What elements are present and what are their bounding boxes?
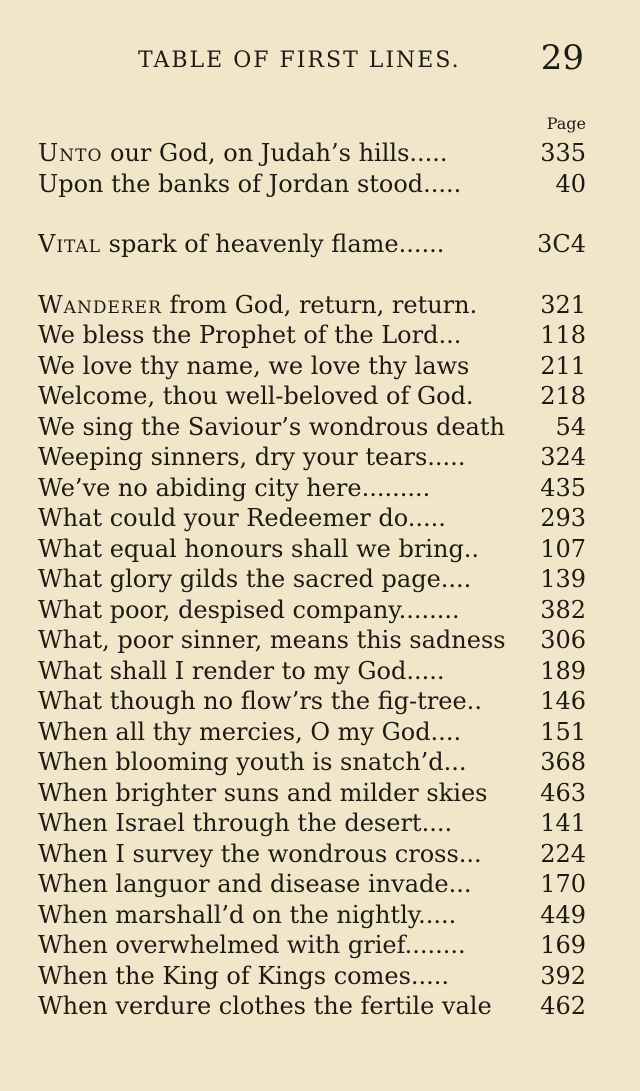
index-entry — [38, 229, 586, 260]
index-entry — [38, 138, 586, 169]
entry-page-number: 189 — [540, 656, 586, 685]
page-column-label: Page — [546, 114, 586, 133]
first-line-remainder: our God, on Judah’s hills..... — [102, 139, 448, 167]
first-line-remainder: What equal honours shall we bring.. — [38, 534, 480, 563]
first-line-text — [38, 503, 528, 534]
first-line-text — [38, 900, 528, 931]
index-group — [38, 229, 586, 260]
first-line-text — [38, 656, 528, 687]
first-line-text — [38, 564, 528, 595]
first-line-remainder: What, poor sinner, means this sadness — [38, 626, 506, 654]
page-number: 29 — [540, 38, 584, 78]
first-line-remainder: What poor, despised company........ — [38, 595, 460, 624]
entry-page-number: 463 — [540, 778, 586, 807]
entry-page-number: 151 — [540, 717, 586, 746]
entry-page-number: 118 — [540, 321, 586, 349]
index-entry — [38, 534, 586, 565]
first-line-text — [38, 320, 528, 351]
index-entry — [38, 961, 586, 992]
index-entry — [38, 839, 586, 870]
entry-page-number: 368 — [540, 748, 586, 776]
first-line-remainder: from God, return, return. — [161, 290, 478, 319]
index-entry — [38, 686, 586, 717]
first-line-remainder: What shall I render to my God..... — [38, 656, 445, 685]
index-entry — [38, 381, 586, 412]
first-line-text — [38, 381, 528, 412]
entry-page-number: 382 — [540, 595, 586, 624]
first-line-text — [38, 595, 528, 626]
index-entry — [38, 169, 586, 200]
first-line-remainder: We bless the Prophet of the Lord... — [38, 321, 462, 349]
first-line-text — [38, 961, 528, 992]
first-line-text — [38, 229, 525, 260]
first-line-remainder: When Israel through the desert.... — [38, 809, 453, 837]
running-title: TABLE OF FIRST LINES. — [138, 48, 461, 73]
first-word-small-caps: Wanderer — [38, 290, 162, 319]
index-entry — [38, 320, 586, 351]
entry-page-number: 211 — [540, 351, 586, 380]
index-entry — [38, 656, 586, 687]
first-line-text — [38, 473, 528, 504]
index-entry — [38, 473, 586, 504]
entry-page-number: 449 — [540, 900, 586, 929]
entry-page-number: 462 — [540, 992, 586, 1020]
index-entry — [38, 778, 586, 809]
first-line-remainder: What could your Redeemer do..... — [38, 504, 446, 532]
first-line-remainder: When the King of Kings comes..... — [38, 961, 450, 990]
first-line-text — [38, 778, 528, 809]
entry-page-number: 107 — [540, 534, 586, 563]
entry-page-number: 141 — [540, 809, 586, 837]
index-entry — [38, 625, 586, 656]
entry-page-number: 306 — [540, 626, 586, 654]
first-line-remainder: When languor and disease invade... — [38, 870, 472, 898]
entry-page-number: 3C4 — [537, 230, 586, 258]
first-line-remainder: Upon the banks of Jordan stood..... — [38, 169, 462, 198]
index-entry — [38, 717, 586, 748]
entry-page-number: 218 — [540, 382, 586, 410]
first-line-text — [38, 717, 528, 748]
first-line-text — [38, 412, 532, 443]
first-line-text — [38, 442, 528, 473]
index-entry — [38, 900, 586, 931]
first-line-remainder: When brighter suns and milder skies — [38, 778, 488, 807]
first-line-text — [38, 169, 532, 200]
entry-page-number: 224 — [540, 839, 586, 868]
first-line-remainder: Welcome, thou well-beloved of God. — [38, 382, 474, 410]
entry-page-number: 392 — [540, 961, 586, 990]
first-lines-index — [38, 138, 586, 1022]
index-entry — [38, 747, 586, 778]
index-entry — [38, 808, 586, 839]
first-line-text — [38, 290, 528, 321]
first-line-remainder: When verdure clothes the fertile vale — [38, 992, 492, 1020]
entry-page-number: 146 — [540, 687, 586, 715]
entry-page-number: 293 — [540, 504, 586, 532]
index-entry — [38, 991, 586, 1022]
first-line-remainder: When overwhelmed with grief........ — [38, 931, 466, 959]
first-line-text — [38, 747, 528, 778]
first-line-text — [38, 686, 528, 717]
first-line-remainder: Weeping sinners, dry your tears..... — [38, 443, 466, 471]
index-entry — [38, 412, 586, 443]
first-line-remainder: spark of heavenly flame...... — [101, 230, 445, 258]
entry-page-number: 170 — [540, 870, 586, 898]
first-line-text — [38, 138, 528, 169]
entry-page-number: 335 — [540, 139, 586, 167]
first-line-text — [38, 869, 528, 900]
entry-page-number: 435 — [540, 473, 586, 502]
index-entry — [38, 595, 586, 626]
first-line-remainder: What glory gilds the sacred page.... — [38, 565, 472, 593]
index-entry — [38, 290, 586, 321]
index-group — [38, 290, 586, 1022]
index-entry — [38, 869, 586, 900]
first-line-text — [38, 534, 528, 565]
first-line-remainder: What though no flow’rs the fig-tree.. — [38, 687, 482, 715]
first-word-small-caps: Vital — [38, 230, 102, 258]
first-line-text — [38, 351, 528, 382]
entry-page-number: 54 — [555, 412, 586, 441]
first-line-remainder: We love thy name, we love thy laws — [38, 351, 470, 380]
first-line-text — [38, 839, 528, 870]
index-entry — [38, 503, 586, 534]
first-line-text — [38, 625, 528, 656]
first-line-remainder: We sing the Saviour’s wondrous death — [38, 412, 505, 441]
first-line-text — [38, 991, 528, 1022]
index-entry — [38, 442, 586, 473]
first-word-small-caps: Unto — [38, 139, 103, 167]
index-entry — [38, 930, 586, 961]
index-entry — [38, 564, 586, 595]
first-line-text — [38, 930, 528, 961]
index-entry — [38, 351, 586, 382]
entry-page-number: 139 — [540, 565, 586, 593]
entry-page-number: 169 — [540, 931, 586, 959]
entry-page-number: 40 — [555, 169, 586, 198]
first-line-remainder: When marshall’d on the nightly..... — [38, 900, 457, 929]
first-line-remainder: We’ve no abiding city here......... — [38, 473, 431, 502]
first-line-text — [38, 808, 528, 839]
first-line-remainder: When I survey the wondrous cross... — [38, 839, 482, 868]
entry-page-number: 324 — [540, 443, 586, 471]
entry-page-number: 321 — [540, 290, 586, 319]
first-line-remainder: When blooming youth is snatch’d... — [38, 748, 467, 776]
index-group — [38, 138, 586, 199]
first-line-remainder: When all thy mercies, O my God.... — [38, 717, 462, 746]
